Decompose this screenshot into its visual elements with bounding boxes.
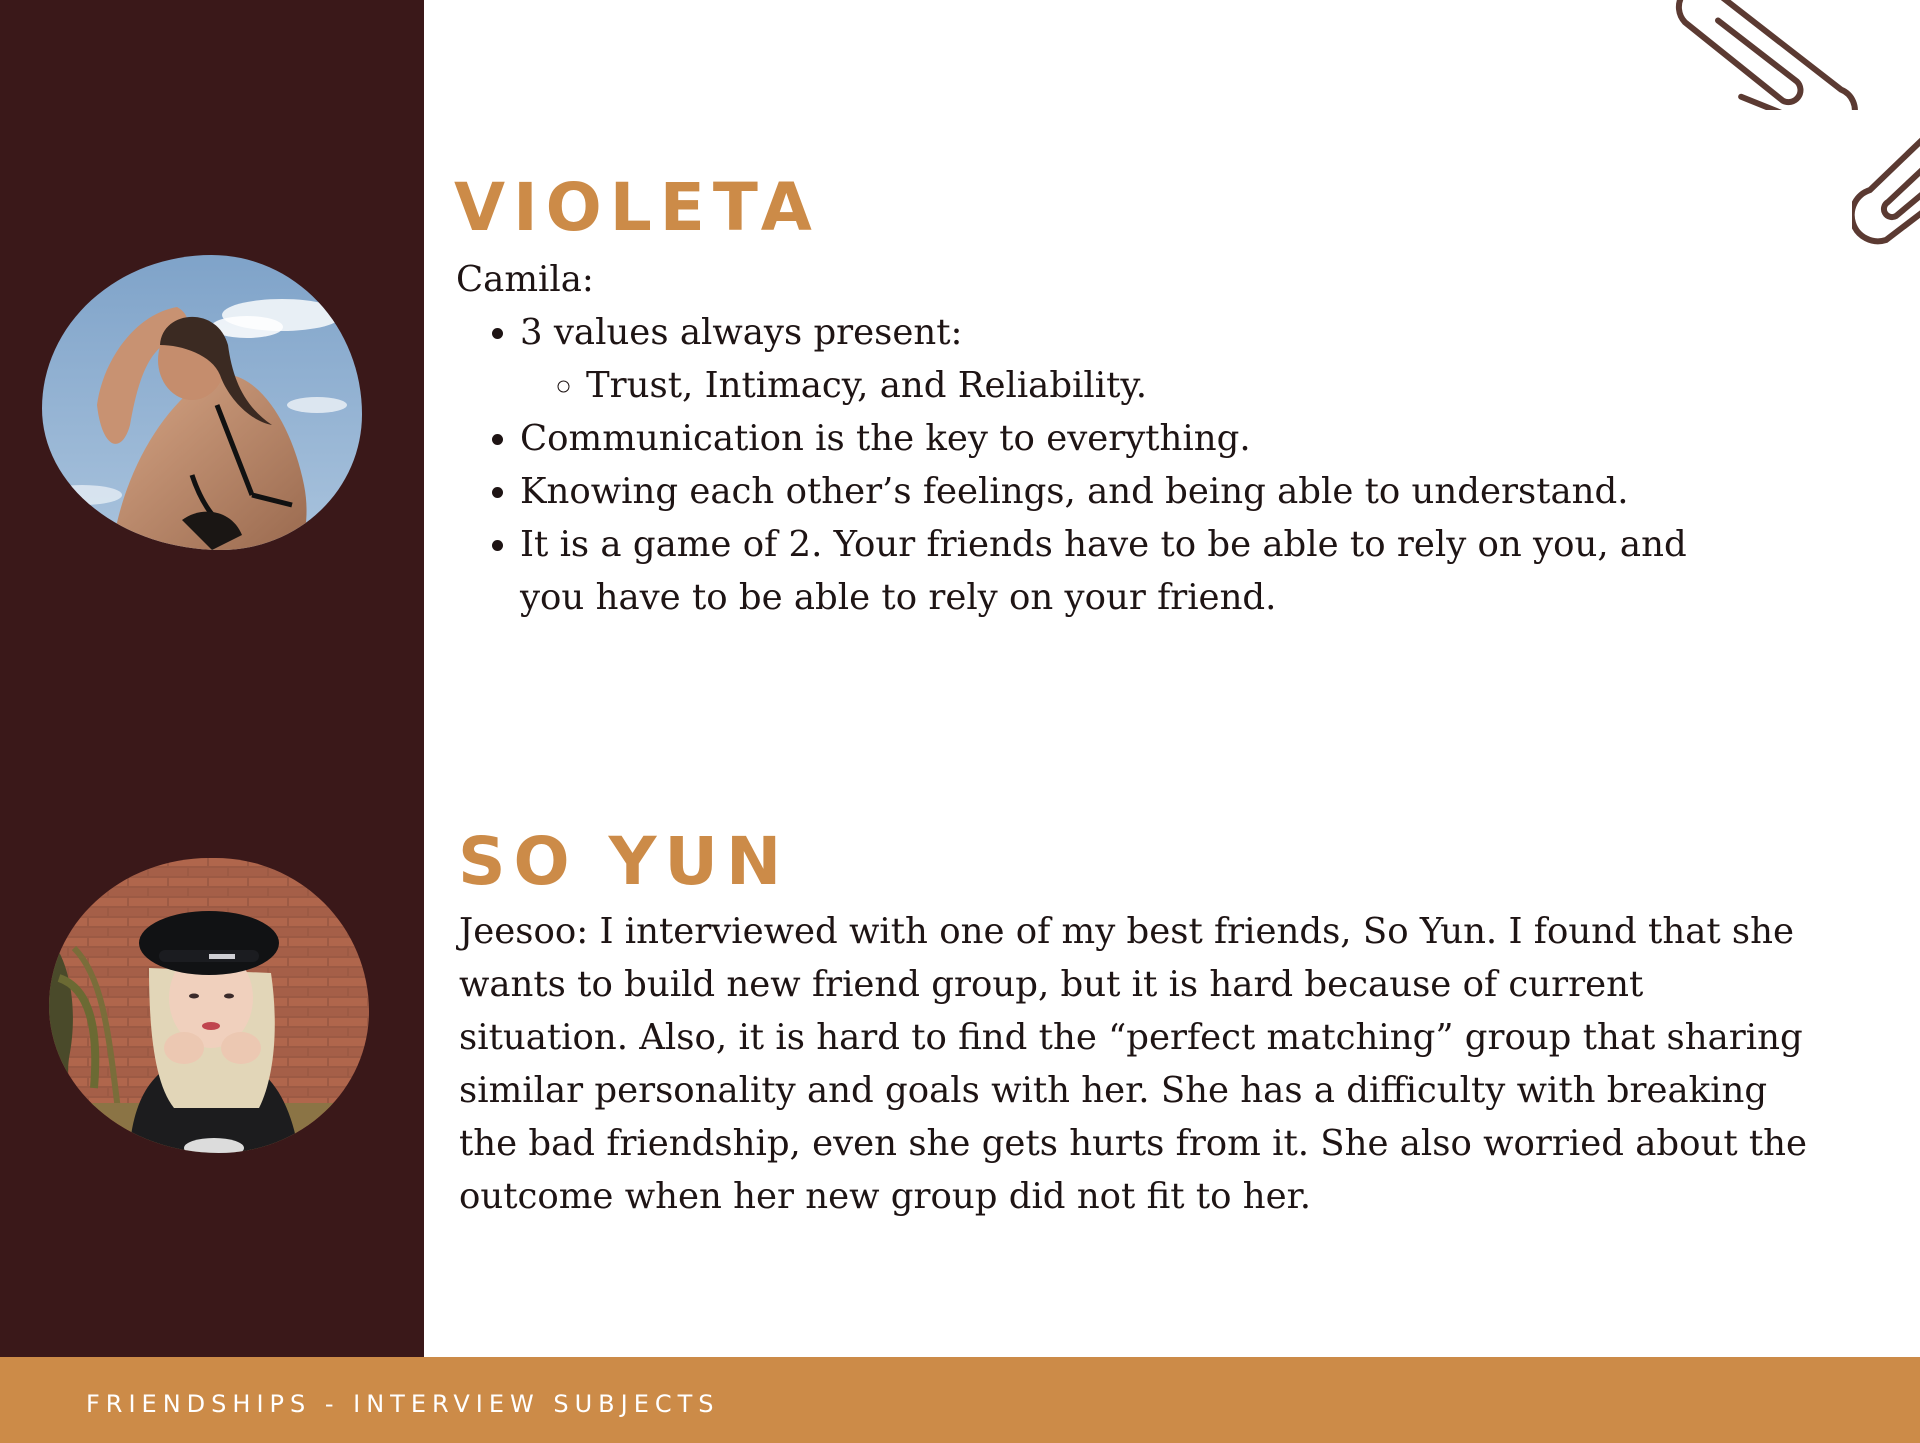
list-item-text: 3 values always present: — [520, 312, 963, 353]
violeta-notes — [456, 253, 1896, 624]
paperclip-right-icon — [1852, 130, 1920, 260]
sidebar-panel — [0, 0, 424, 1357]
footer-label: FRIENDSHIPS - INTERVIEW SUBJECTS — [86, 1390, 720, 1418]
list-item: • Knowing each other’s feelings, and being able to understand. — [520, 465, 1896, 518]
list-item — [520, 306, 1896, 412]
soyun-photo — [49, 858, 369, 1153]
violeta-subpoints-list — [520, 359, 1896, 412]
soyun-heading: SO YUN — [458, 823, 790, 900]
list-item: • It is a game of 2. Your friends have to be able to rely on you, and you have to be able to rely on your friend. — [520, 518, 1760, 624]
list-item: ◦ Trust, Intimacy, and Reliability. — [586, 359, 1896, 412]
violeta-heading: VIOLETA — [454, 169, 820, 246]
violeta-intro: Camila: — [456, 259, 594, 300]
violeta-points-list — [456, 306, 1896, 624]
list-item: • Communication is the key to everything. — [520, 412, 1896, 465]
paperclip-top-icon — [1638, 0, 1868, 110]
soyun-paragraph: Jeesoo: I interviewed with one of my best friends, So Yun. I found that she wants to build new friend group, but it is hard because of current situation. Also, it is hard to find the “perfect matching” group that sharing similar personality and goals with her. She has a difficulty with breaking the bad friendship, even she gets hurts from it. She also worried about the outcome when her new group did not fit to her. — [459, 911, 1808, 1217]
